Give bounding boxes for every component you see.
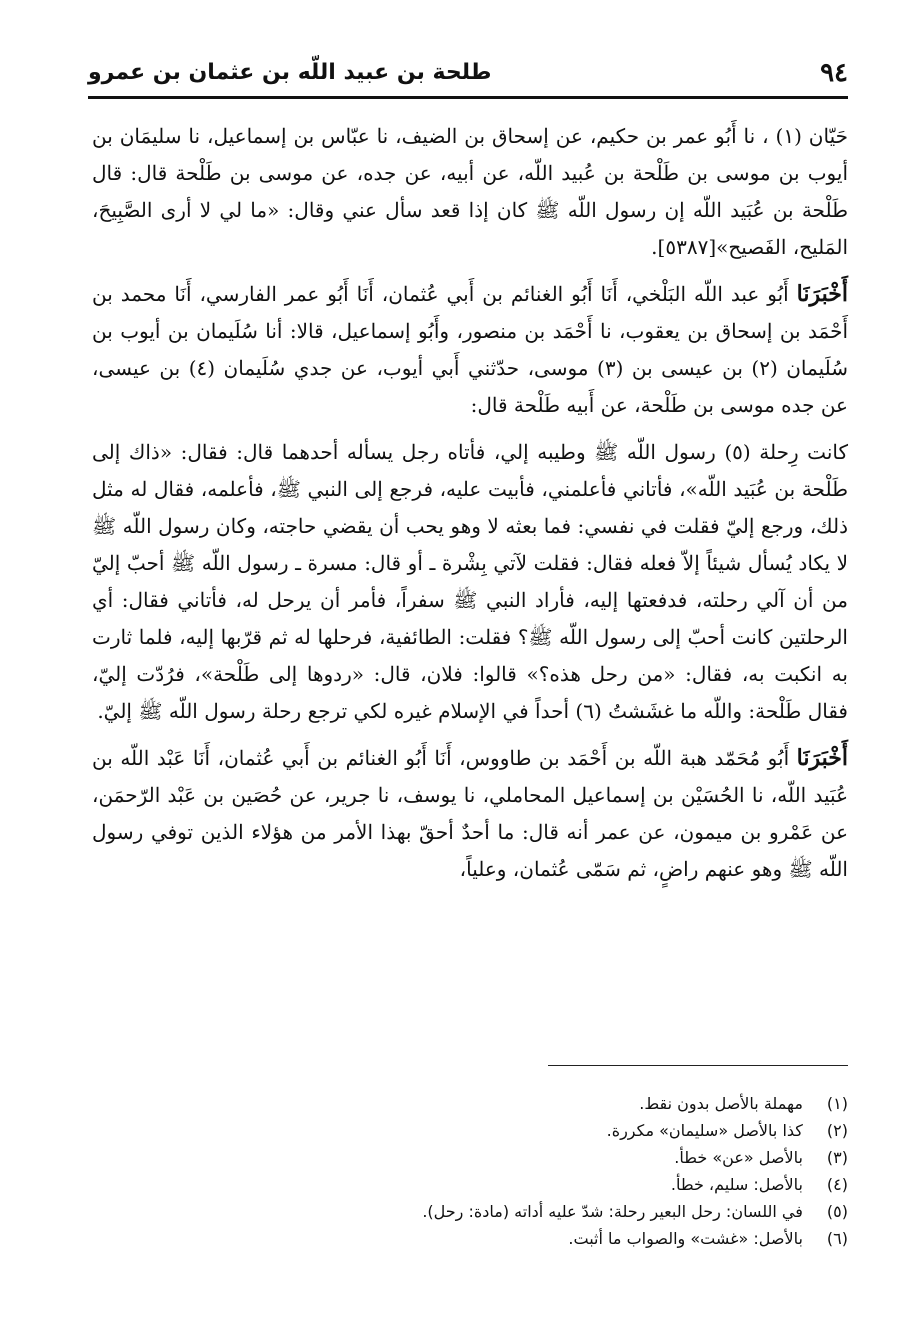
- running-title: طلحة بن عبيد اللّه بن عثمان بن عمرو: [88, 60, 492, 85]
- header-rule: [88, 96, 848, 99]
- paragraph: [92, 740, 848, 888]
- footnote-text: كذا بالأصل «سليمان» مكررة.: [606, 1121, 803, 1140]
- footnote: [148, 1171, 848, 1198]
- footnote: [148, 1225, 848, 1252]
- footnotes: [148, 1090, 848, 1252]
- footnote-text: في اللسان: رحل البعير رحلة: شدّ عليه أداته (مادة: رحل).: [422, 1202, 803, 1221]
- paragraph: [92, 434, 848, 730]
- footnote: [148, 1117, 848, 1144]
- paragraph-opening: أَخْبَرَنَا: [796, 281, 848, 307]
- footnote: [148, 1144, 848, 1171]
- page-header: [88, 56, 848, 96]
- footnote-number: (٢): [826, 1121, 848, 1140]
- footnote: [148, 1198, 848, 1225]
- footnote-text: بالأصل «عن» خطأ.: [674, 1148, 803, 1167]
- footnote-number: (٤): [826, 1175, 848, 1194]
- page-number: ٩٤: [820, 58, 848, 88]
- footnote-text: بالأصل: سليم، خطأ.: [670, 1175, 803, 1194]
- footnote-number: (٥): [826, 1202, 848, 1221]
- paragraph: [92, 276, 848, 424]
- paragraph-text: كانت رِحلة (٥) رسول اللّه ﷺ وطيبه إلي، فأتاه رجل يسأله أحدهما قال: فقال: «ذاك إلى طَلْحة بن عُبَيد اللّه»، فأتاني فأعلمني، فأبيت عليه، فرجع إلى النبي ﷺ، فأعلمه، فقال له مثل ذلك، ورجع إليّ فقلت في نفسي: فما بعثه لا وهو يحب أن يقضي حاجته، وكان رسول اللّه ﷺ لا يكاد يُسأل شيئاً إلاّ فعله فقال: فقلت لآتي بِشْرة ـ أو قال: مسرة ـ رسول اللّه ﷺ أحبّ إليّ من أن آلي رحلته، فدفعتها إليه، فأراد النبي ﷺ سفراً، فأمر أن يرحل له، فأتاني فقال: أي الرحلتين كانت أحبّ إلى رسول اللّه ﷺ؟ فقلت: الطائفية، فرحلها له ثم قرّبها إليه، فلما ثارت به انكبت به، فقال: «من رحل هذه؟» قالوا: فلان، قال: «ردوها إلى طَلْحة»، فرُدّت إليّ، فقال طَلْحة: واللّه ما غشَشتُ (٦) أحداً في الإسلام غيره لكي ترجع رحلة رسول اللّه ﷺ إليّ.: [92, 440, 848, 723]
- footnote-text: بالأصل: «غشت» والصواب ما أثبت.: [568, 1229, 803, 1248]
- paragraph-opening: أَخْبَرَنَا: [796, 745, 848, 771]
- paragraph: [92, 118, 848, 266]
- footnote: [148, 1090, 848, 1117]
- paragraph-text: أَبُو مُحَمّد هبة اللّه بن أَحْمَد بن طاووس، أَنَا أَبُو الغنائم بن أَبي عُثمان، أَنَا عَبْد اللّه بن عُبَيد اللّه، نا الحُسَيْن بن إسماعيل المحاملي، نا يوسف، نا جرير، عن حُصَين بن عَبْد الرّحمَن، عن عَمْرو بن ميمون، عن عمر أنه قال: ما أحدٌ أحقّ بهذا الأمر من هؤلاء الذين توفي رسول اللّه ﷺ وهو عنهم راضٍ، ثم سَمّى عُثمان، وعلياً،: [92, 746, 848, 881]
- footnote-number: (٣): [826, 1148, 848, 1167]
- footnote-number: (١): [826, 1094, 848, 1113]
- paragraph-text: حَيّان (١) ، نا أَبُو عمر بن حكيم، عن إسحاق بن الضيف، نا عبّاس بن إسماعيل، نا سليمَان بن أيوب بن موسى بن طَلْحة بن عُبيد اللّه، عن أبيه، عن جده، عن موسى بن طَلْحة قال: قال طَلْحة بن عُبَيد اللّه إن رسول اللّه ﷺ كان إذا قعد سأل عني وقال: «ما لي لا أرى الصَّبِيحَ، المَليح، الفَصيح»[٥٣٨٧].: [92, 124, 848, 259]
- footnote-text: مهملة بالأصل بدون نقط.: [639, 1094, 803, 1113]
- footnote-number: (٦): [826, 1229, 848, 1248]
- footnote-rule: [548, 1065, 848, 1066]
- main-text: [92, 118, 848, 898]
- paragraph-text: أَبُو عبد اللّه البَلْخي، أَنَا أَبُو الغنائم بن أَبي عُثمان، أَنَا أَبُو عمر الفارسي، أَنَا محمد بن أَحْمَد بن إسحاق بن يعقوب، نا أَحْمَد بن منصور، وأَبُو إسماعيل، قالا: أنا سُلَيمان بن أيوب بن سُلَيمان (٢) بن عيسى بن (٣) موسى، حدّثني أَبي أيوب، عن جدي سُلَيمان (٤) بن عيسى، عن جده موسى بن طَلْحة، عن أَبيه طَلْحة قال:: [92, 282, 848, 417]
